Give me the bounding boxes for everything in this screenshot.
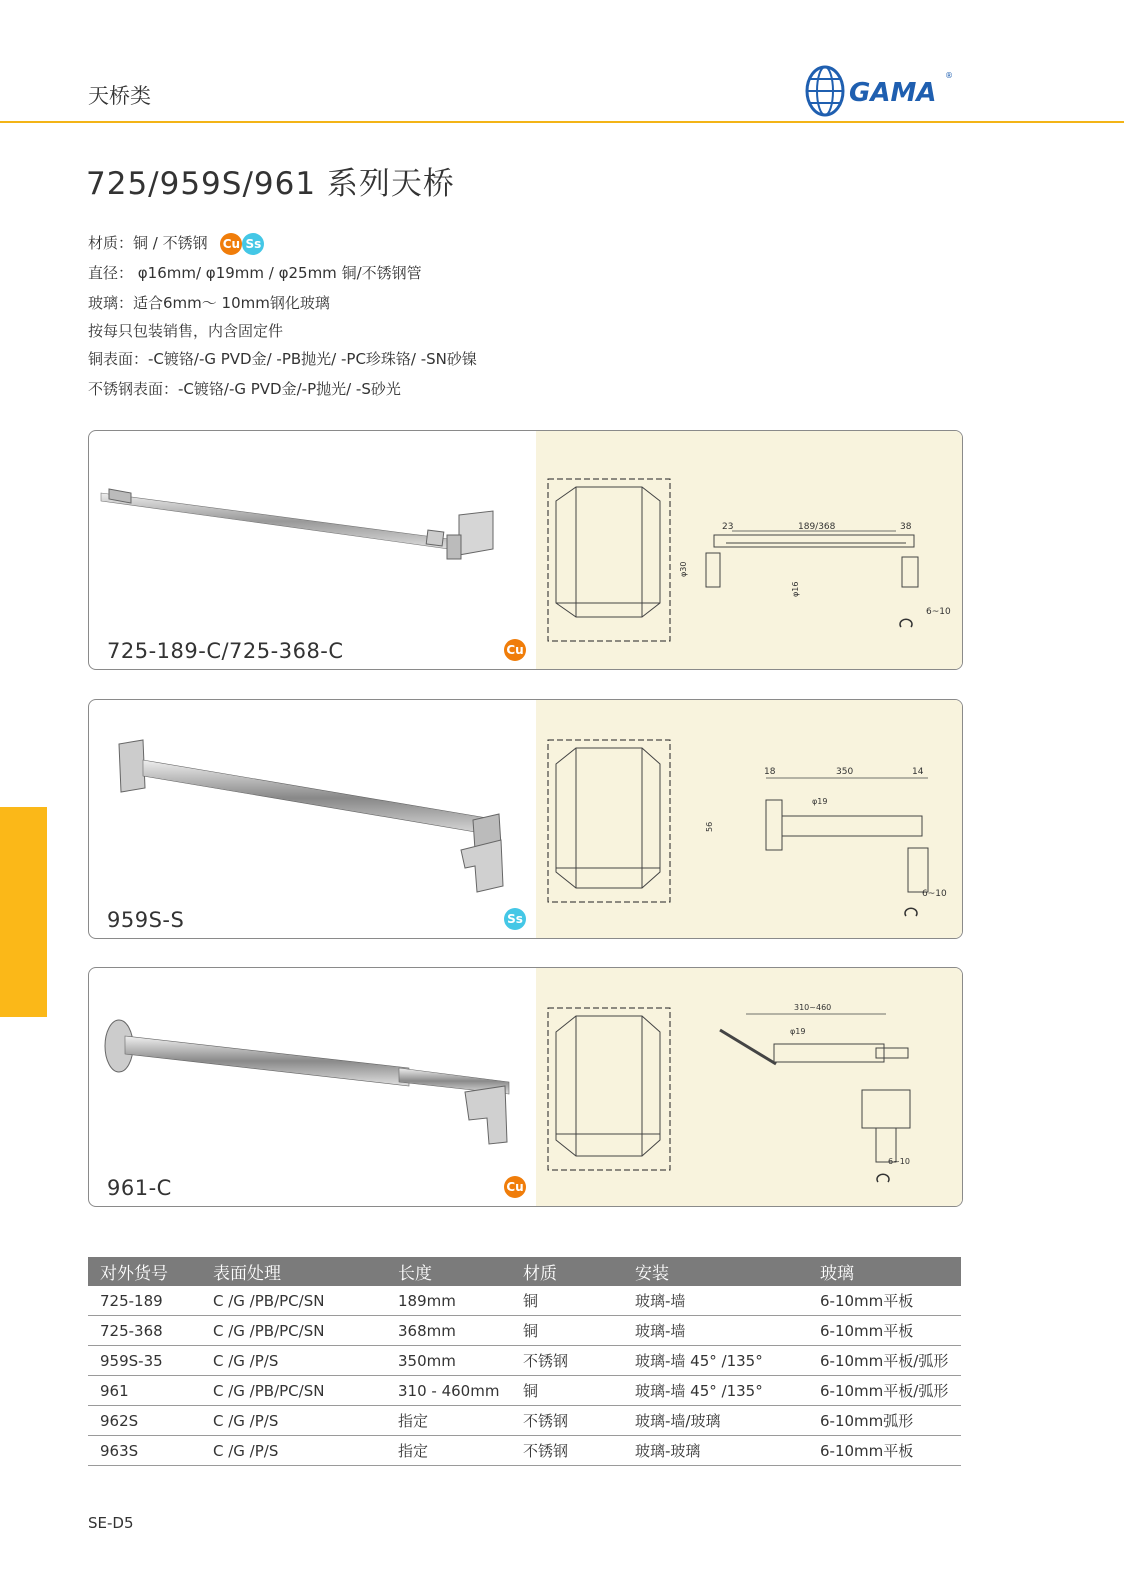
dim-diameter: φ16 xyxy=(791,581,800,597)
drawing-area xyxy=(536,431,962,669)
product-photo-959s xyxy=(89,700,536,938)
table-cell: 310 - 460mm xyxy=(386,1376,511,1406)
cu-badge: Cu xyxy=(220,233,242,255)
table-cell: 不锈钢 xyxy=(511,1436,623,1466)
col-header-finish: 表面处理 xyxy=(201,1257,386,1286)
table-cell: 6-10mm平板 xyxy=(808,1316,961,1346)
product-panel-725 xyxy=(88,430,963,670)
spec-package: 按每只包装销售，内含固定件 xyxy=(88,322,284,340)
dim-glass: 6~10 xyxy=(922,889,947,899)
brand-logo xyxy=(805,64,965,118)
dim-right: 38 xyxy=(900,522,912,532)
spec-copper-surface: 铜表面：-C镀铬/-G PVD金/ -PB抛光/ -PC珍珠铬/ -SN砂镍 xyxy=(88,350,477,368)
col-header-code: 对外货号 xyxy=(88,1257,201,1286)
col-header-length: 长度 xyxy=(386,1257,511,1286)
table-cell: 189mm xyxy=(386,1286,511,1316)
table-cell: 6-10mm平板/弧形 xyxy=(808,1346,961,1376)
table-cell: 6-10mm平板 xyxy=(808,1286,961,1316)
table-cell: 玻璃-玻璃 xyxy=(623,1436,808,1466)
product-panel-961 xyxy=(88,967,963,1207)
table-cell: 玻璃-墙 45° /135° xyxy=(623,1346,808,1376)
dim-height: φ30 xyxy=(679,561,688,577)
drawing-area xyxy=(536,700,962,938)
ss-badge: Ss xyxy=(504,908,526,930)
product-photo-961 xyxy=(89,968,536,1206)
table-cell: 725-368 xyxy=(88,1316,201,1346)
table-cell: 963S xyxy=(88,1436,201,1466)
brand-name: GAMA xyxy=(849,78,937,108)
product-code: 725-189-C/725-368-C xyxy=(107,639,344,663)
dim-diameter: φ19 xyxy=(790,1027,806,1036)
dim-height: 56 xyxy=(705,821,714,832)
table-cell: C /G /PB/PC/SN xyxy=(201,1286,386,1316)
table-cell: 962S xyxy=(88,1406,201,1436)
table-cell: 6-10mm弧形 xyxy=(808,1406,961,1436)
page-title: 725/959S/961 系列天桥 xyxy=(86,166,455,202)
table-cell: 玻璃-墙 xyxy=(623,1316,808,1346)
product-panel-959s xyxy=(88,699,963,939)
dim-diameter: φ19 xyxy=(812,797,828,806)
table-cell: 铜 xyxy=(511,1376,623,1406)
dim-glass: 6~10 xyxy=(926,607,951,617)
dim-mid: 189/368 xyxy=(798,522,836,532)
table-cell: C /G /PB/PC/SN xyxy=(201,1376,386,1406)
table-cell: 不锈钢 xyxy=(511,1346,623,1376)
table-cell: 玻璃-墙 45° /135° xyxy=(623,1376,808,1406)
product-code: 959S-S xyxy=(107,908,185,932)
table-cell: 961 xyxy=(88,1376,201,1406)
table-row xyxy=(88,1406,961,1436)
table-cell: C /G /P/S xyxy=(201,1406,386,1436)
table-cell: 指定 xyxy=(386,1406,511,1436)
table-cell: 959S-35 xyxy=(88,1346,201,1376)
dim-glass: 6~10 xyxy=(888,1157,910,1166)
table-cell: 指定 xyxy=(386,1436,511,1466)
technical-drawing-725 xyxy=(536,431,962,669)
table-cell: 368mm xyxy=(386,1316,511,1346)
table-cell: 铜 xyxy=(511,1316,623,1346)
spec-material-text: 材质：铜 / 不锈钢 xyxy=(88,234,208,252)
ss-badge: Ss xyxy=(242,233,264,255)
svg-text:®: ® xyxy=(945,71,953,80)
table-cell: 350mm xyxy=(386,1346,511,1376)
section-title: 天桥类 xyxy=(88,84,151,108)
dim-mid: 350 xyxy=(836,767,854,777)
col-header-glass: 玻璃 xyxy=(808,1257,961,1286)
col-header-material: 材质 xyxy=(511,1257,623,1286)
product-photo-725 xyxy=(89,431,536,669)
dim-left: 18 xyxy=(764,767,776,777)
col-header-install: 安装 xyxy=(623,1257,808,1286)
table-cell: C /G /PB/PC/SN xyxy=(201,1316,386,1346)
dim-mid: 310~460 xyxy=(794,1003,832,1012)
table-row xyxy=(88,1376,961,1406)
cu-badge: Cu xyxy=(504,1176,526,1198)
cu-badge: Cu xyxy=(504,639,526,661)
table-cell: 玻璃-墙/玻璃 xyxy=(623,1406,808,1436)
table-row xyxy=(88,1436,961,1466)
table-cell: C /G /P/S xyxy=(201,1436,386,1466)
table-cell: 不锈钢 xyxy=(511,1406,623,1436)
product-table xyxy=(88,1257,961,1466)
product-code: 961-C xyxy=(107,1176,172,1200)
spec-glass: 玻璃：适合6mm～ 10mm钢化玻璃 xyxy=(88,294,330,312)
table-cell: 725-189 xyxy=(88,1286,201,1316)
table-cell: 6-10mm平板 xyxy=(808,1436,961,1466)
spec-steel-surface: 不锈钢表面：-C镀铬/-G PVD金/-P抛光/ -S砂光 xyxy=(88,380,401,398)
table-cell: 6-10mm平板/弧形 xyxy=(808,1376,961,1406)
table-row xyxy=(88,1346,961,1376)
table-cell: 玻璃-墙 xyxy=(623,1286,808,1316)
table-header-row xyxy=(88,1257,961,1286)
technical-drawing-959s xyxy=(536,700,962,938)
header-divider xyxy=(0,121,1124,123)
table-cell: C /G /P/S xyxy=(201,1346,386,1376)
side-tab xyxy=(0,807,47,1017)
globe-icon xyxy=(805,64,965,118)
table-row xyxy=(88,1316,961,1346)
table-cell: 铜 xyxy=(511,1286,623,1316)
drawing-area xyxy=(536,968,962,1206)
dim-right: 14 xyxy=(912,767,924,777)
page-number: SE-D5 xyxy=(88,1514,134,1532)
spec-diameter: 直径： φ16mm/ φ19mm / φ25mm 铜/不锈钢管 xyxy=(88,264,422,282)
table-row xyxy=(88,1286,961,1316)
dim-left: 23 xyxy=(722,522,734,532)
technical-drawing-961 xyxy=(536,968,962,1206)
spec-material xyxy=(88,233,264,255)
